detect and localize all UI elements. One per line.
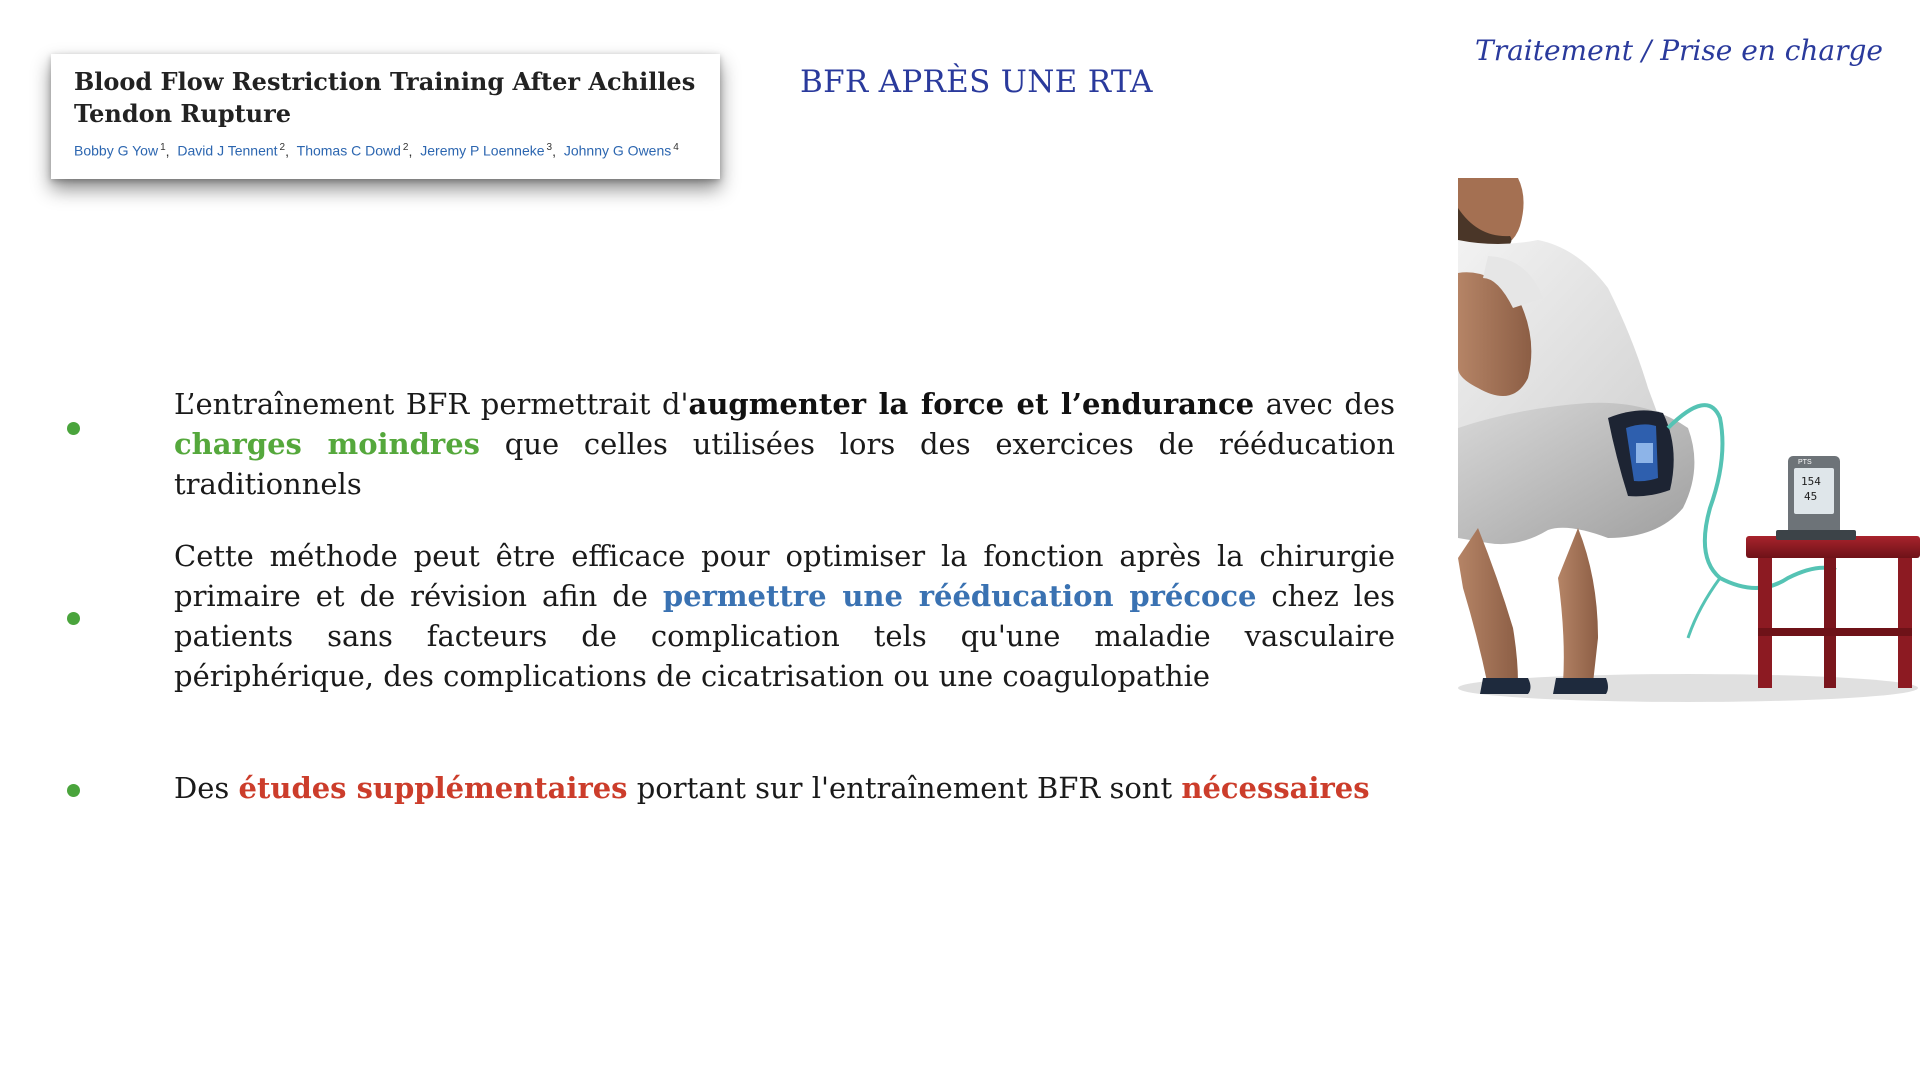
- text-run: Des: [174, 771, 239, 805]
- emphasis-red: nécessaires: [1181, 771, 1370, 805]
- shoe-right: [1553, 678, 1608, 694]
- text-run: L’entraînement BFR permettrait d': [174, 387, 689, 421]
- emphasis-red: études supplémentaires: [238, 771, 628, 805]
- stool-leg-3: [1898, 558, 1912, 688]
- author-link[interactable]: Jeremy P Loenneke: [420, 142, 545, 159]
- text-run: avec des: [1254, 387, 1396, 421]
- author-link[interactable]: Bobby G Yow: [74, 142, 159, 159]
- slide-title: BFR APRÈS UNE RTA: [800, 64, 1153, 100]
- cuff-buckle: [1636, 443, 1653, 463]
- monitor-value-top: 154: [1801, 475, 1821, 488]
- bullet-dot-icon: [67, 784, 80, 797]
- bullet-text: [174, 768, 1395, 808]
- author-affiliation: 1: [160, 142, 166, 153]
- shoe-left: [1480, 678, 1531, 694]
- stool-rung: [1758, 628, 1912, 636]
- section-label: Traitement / Prise en charge: [1475, 34, 1883, 67]
- lower-leg-left: [1458, 528, 1518, 686]
- bfr-monitor-device: [1776, 456, 1856, 540]
- paper-citation-card: [51, 54, 720, 179]
- bullet-dot-icon: [67, 612, 80, 625]
- bullet-text: [174, 384, 1395, 504]
- author-affiliation: 3: [546, 142, 553, 153]
- author-link[interactable]: Johnny G Owens: [563, 142, 672, 159]
- text-run: portant sur l'entraînement BFR sont: [627, 771, 1182, 805]
- author-link[interactable]: David J Tennent: [177, 142, 278, 159]
- emphasis-blue: permettre une rééducation précoce: [662, 579, 1257, 613]
- stool-leg-1: [1758, 558, 1772, 688]
- author-separator: ,: [165, 142, 170, 159]
- author-separator: ,: [552, 142, 556, 159]
- emphasis-bold: augmenter la force et l’endurance: [688, 387, 1255, 421]
- bfr-training-photo: [1458, 178, 1920, 713]
- paper-title-line-1: Blood Flow Restriction Training After Achilles: [74, 67, 696, 96]
- cuff-tubing-loop: [1688, 578, 1720, 638]
- author-affiliation: 2: [279, 142, 286, 153]
- author-link[interactable]: Thomas C Dowd: [296, 142, 401, 159]
- stool-leg-2: [1824, 558, 1836, 688]
- lower-leg-right: [1558, 528, 1598, 683]
- monitor-value-bottom: 45: [1804, 490, 1818, 503]
- author-separator: ,: [285, 142, 289, 159]
- monitor-base: [1776, 530, 1856, 540]
- paper-authors: [74, 142, 702, 159]
- monitor-brand: PTS: [1798, 459, 1812, 466]
- author-affiliation: 4: [673, 142, 679, 153]
- red-stool: [1746, 536, 1920, 688]
- paper-title-line-2: Tendon Rupture: [74, 99, 292, 128]
- author-affiliation: 2: [402, 142, 409, 153]
- paper-title: [74, 66, 702, 130]
- bfr-training-illustration: [1458, 178, 1920, 713]
- text-run: que celles utilisées lors des exercices de rééducation traditionnels: [174, 427, 1395, 501]
- bullet-dot-icon: [67, 422, 80, 435]
- bullet-text: [174, 536, 1395, 696]
- text-run: Cette méthode peut être efficace pour optimiser la fonction après la chirurgie primaire et de révision afin de: [174, 539, 1395, 613]
- author-separator: ,: [408, 142, 413, 159]
- emphasis-green: charges moindres: [174, 427, 480, 461]
- text-run: chez les patients sans facteurs de complication tels qu'une maladie vasculaire périphérique, des complications de cicatrisation ou une coagulopathie: [174, 579, 1395, 693]
